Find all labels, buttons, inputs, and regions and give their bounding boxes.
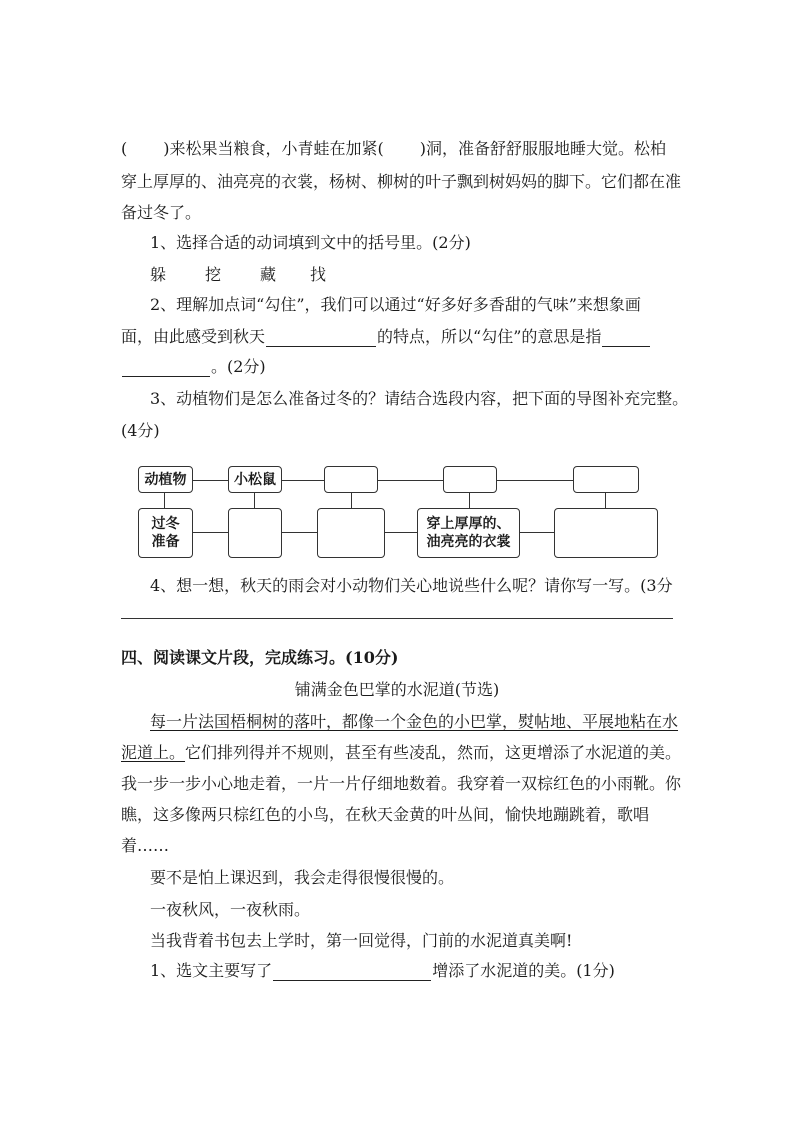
connector: [605, 493, 606, 508]
question-text: 。(2分): [211, 357, 266, 376]
section-heading: 四、阅读课文片段，完成练习。(10分): [121, 648, 399, 667]
question-text: 1、选文主要写了: [150, 961, 273, 980]
answer-line[interactable]: [273, 979, 431, 981]
passage-line-1: [121, 139, 666, 159]
section4-question-1: [150, 961, 615, 981]
connector: [282, 480, 324, 481]
passage-p2: 要不是怕上课迟到，我会走得很慢很慢的。: [150, 868, 455, 887]
mindmap-node-pine: [417, 508, 520, 558]
word-choices: [150, 265, 350, 285]
passage-text: )来松果当粮食，小青蛙在加紧(: [163, 139, 384, 158]
question-4: 4、想一想，秋天的雨会对小动物们关心地说些什么呢？请你写一写。(3分: [150, 576, 673, 595]
passage-p1-line-2: [121, 743, 681, 763]
passage-line-3: 备过冬了。: [121, 203, 202, 222]
connector: [193, 480, 228, 481]
question-2-line-3: [121, 357, 266, 377]
passage-p3: 一夜秋风，一夜秋雨。: [150, 900, 311, 919]
mindmap-winter-prep: [138, 508, 193, 558]
connector: [193, 532, 228, 533]
mindmap-blank[interactable]: [443, 466, 497, 493]
passage-p1-line-3: 我一步一步小心地走着，一片一片仔细地数着。我穿着一双棕红色的小雨靴。你: [121, 774, 682, 793]
passage-title: 铺满金色巴掌的水泥道(节选): [294, 680, 500, 699]
question-3-line-2: (4分): [121, 421, 160, 440]
connector: [378, 480, 443, 481]
question-text: 面，由此感受到秋天: [121, 327, 266, 346]
connector: [520, 532, 554, 533]
question-2-line-2: [121, 327, 651, 347]
answer-line[interactable]: [122, 375, 210, 377]
node-text: 过冬: [151, 516, 180, 532]
connector: [282, 532, 317, 533]
passage-p1-line-4: 瞧，这多像两只棕红色的小鸟，在秋天金黄的叶丛间，愉快地蹦跳着，歌唱: [121, 805, 650, 824]
word-choice: 藏: [260, 265, 277, 284]
passage-text: 它们排列得并不规则，甚至有些凌乱，然而，这更增添了水泥道的美。: [185, 743, 682, 762]
connector: [254, 493, 255, 508]
question-1: 1、选择合适的动词填到文中的括号里。(2分): [150, 233, 471, 252]
connector: [164, 493, 165, 508]
passage-line-2: 穿上厚厚的、油亮亮的衣裳，杨树、柳树的叶子飘到树妈妈的脚下。它们都在准: [121, 172, 682, 191]
connector: [385, 532, 417, 533]
node-text: 准备: [151, 534, 180, 550]
node-text: 油亮亮的衣裳: [426, 534, 511, 550]
word-choice: 找: [310, 265, 327, 284]
question-3-line-1: 3、动植物们是怎么准备过冬的？请结合选段内容，把下面的导图补充完整。: [150, 389, 689, 408]
mindmap-node-squirrel: 小松鼠: [228, 466, 282, 493]
connector: [497, 480, 573, 481]
mindmap-blank[interactable]: [317, 508, 385, 558]
passage-p1-line-5: 着……: [121, 836, 170, 855]
paren-open: (: [121, 139, 128, 158]
word-choice: 躲: [150, 265, 167, 284]
answer-line[interactable]: [266, 345, 376, 347]
connector: [351, 493, 352, 508]
passage-p1-line-1: 每一片法国梧桐树的落叶，都像一个金色的小巴掌，熨帖地、平展地粘在水: [150, 712, 679, 731]
passage-text: )洞，准备舒舒服服地睡大觉。松柏: [419, 139, 666, 158]
mindmap-blank[interactable]: [228, 508, 282, 558]
answer-line[interactable]: [602, 345, 650, 347]
question-text: 增添了水泥道的美。(1分): [432, 961, 615, 980]
word-choice: 挖: [205, 265, 222, 284]
node-text: 穿上厚厚的、: [426, 516, 511, 532]
underlined-text: 泥道上。: [121, 743, 186, 762]
passage-p4: 当我背着书包去上学时，第一回觉得，门前的水泥道真美啊!: [150, 931, 573, 950]
connector: [469, 493, 470, 508]
mindmap-root: 动植物: [138, 466, 193, 493]
question-text: 的特点，所以“勾住”的意思是指: [377, 327, 602, 346]
answer-line[interactable]: [121, 618, 673, 619]
question-2-line-1: 2、理解加点词“勾住”，我们可以通过“好多好多香甜的气味”来想象画: [150, 295, 641, 314]
mindmap-blank[interactable]: [324, 466, 378, 493]
mindmap-blank[interactable]: [554, 508, 658, 558]
mindmap-blank[interactable]: [573, 466, 639, 493]
